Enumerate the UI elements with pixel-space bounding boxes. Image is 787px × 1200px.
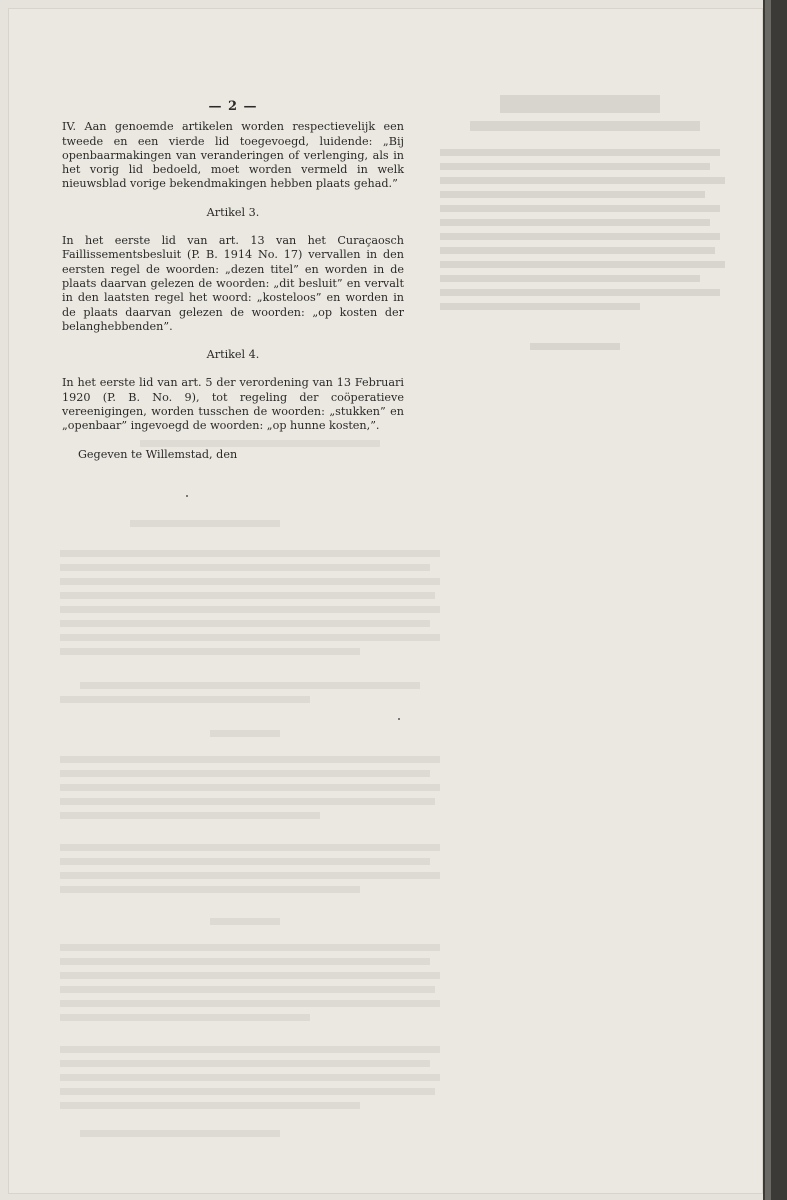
bleed-through-header [440, 95, 730, 345]
paper-speck [398, 718, 400, 720]
article-3-heading: Artikel 3. [206, 205, 260, 219]
closing-line: Gegeven te Willemstad, den [78, 447, 238, 461]
paragraph-article-4: In het eerste lid van art. 5 der verordening van 13 Februari 1920 (P. B. No. 9), tot regeling der coöperatieve vereenigingen, worden tusschen de woorden: „stukken” en „openbaar” ingevoegd de woorden: „op hunne kosten,”. [62, 376, 404, 433]
article-4-heading: Artikel 4. [206, 348, 260, 362]
document-text-column [62, 100, 404, 462]
paragraph-article-3: In het eerste lid van art. 13 van het Curaçaosch Faillissementsbesluit (P. B. 1914 No. 17) vervallen in den eersten regel de woorden: „dezen titel” en worden in de plaats daarvan gelezen de woorden: „dit besluit” en vervalt in den laatsten regel het woord: „kosteloos” en worden in de plaats daarvan gelezen de woorden: „op kosten der belanghebbenden”. [62, 234, 404, 333]
bleed-through-body [60, 440, 460, 1130]
paragraph-article-2-iv: IV. Aan genoemde artikelen worden respectievelijk een tweede en een vierde lid toegevoegd, luidende: „Bij openbaarmakingen van veranderingen of verlenging, als in het vorig lid bedoeld, moet worden vermeld in welk nieuwsblad vorige bekendmakingen hebben plaats gehad.” [62, 120, 404, 191]
page-number: — 2 — [208, 99, 258, 114]
page-edge-highlight [765, 0, 771, 1200]
paper-speck [186, 495, 188, 497]
